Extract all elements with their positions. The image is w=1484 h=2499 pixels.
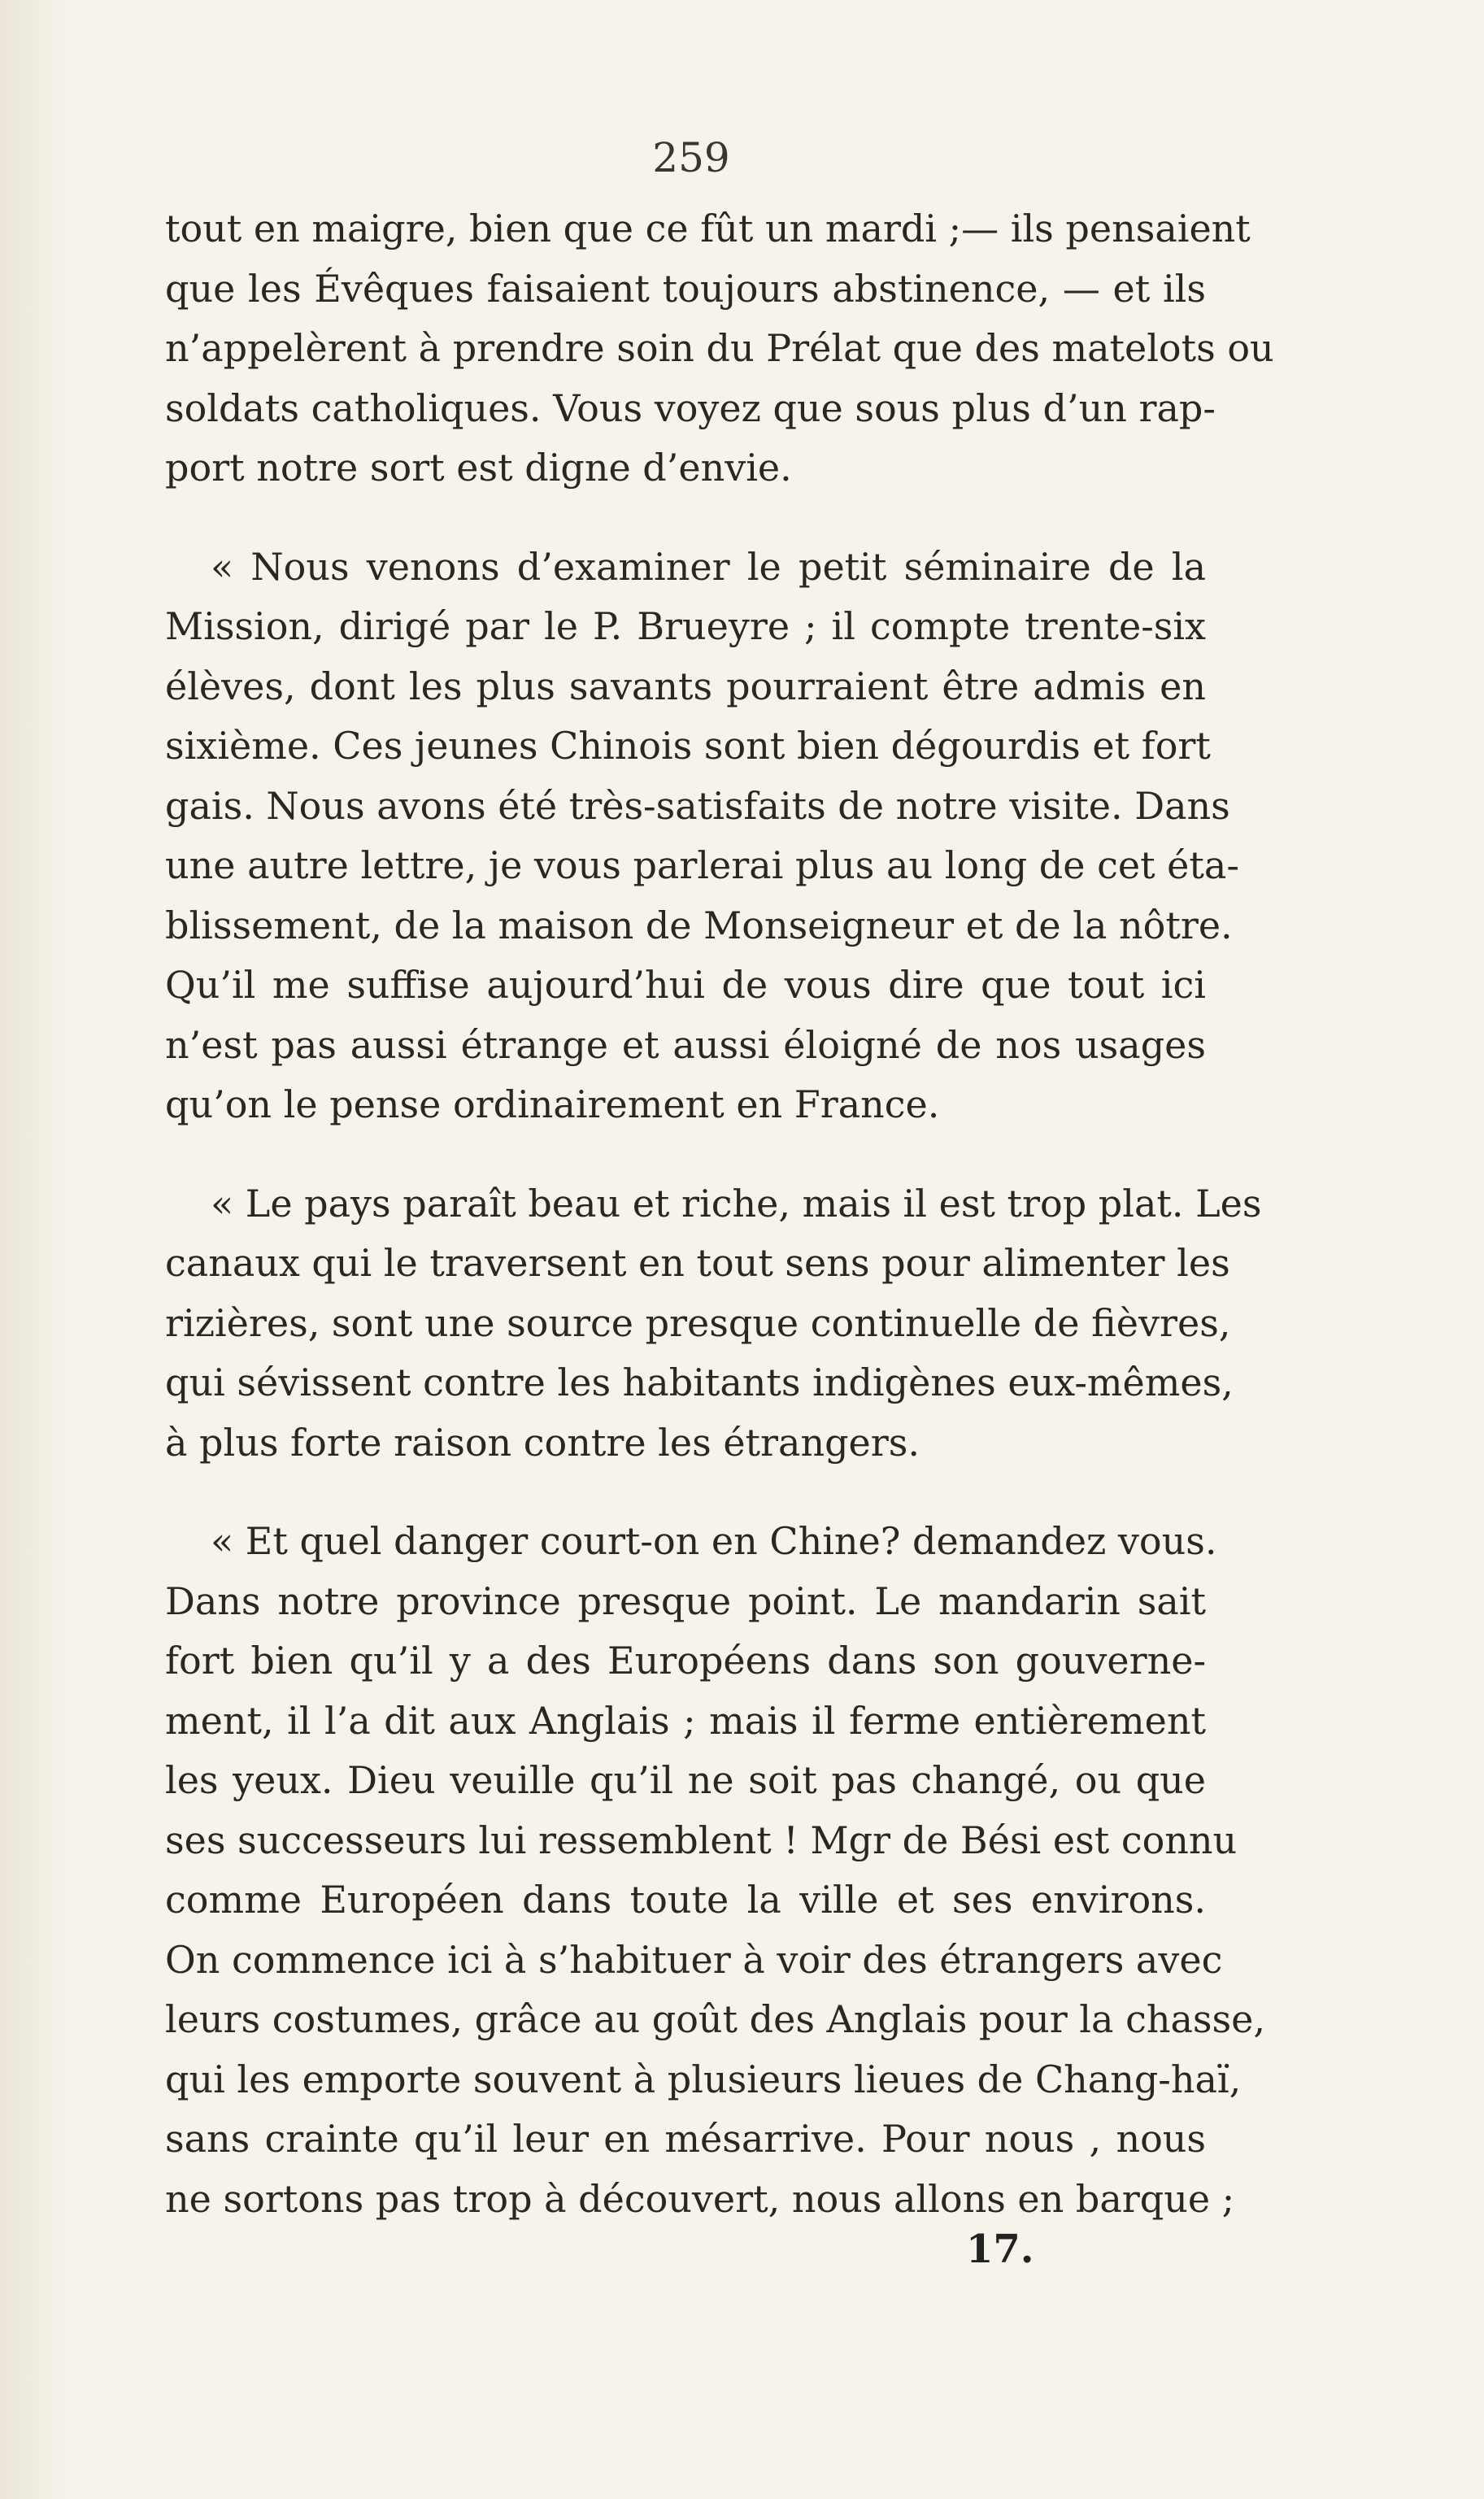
text-line: Mission, dirigé par le P. Brueyre ; il compte trente-six <box>165 604 1206 648</box>
text-line: fort bien qu’il y a des Européens dans son gouverne- <box>165 1639 1206 1683</box>
text-line: soldats catholiques. Vous voyez que sous plus d’un rap- <box>165 385 1216 430</box>
text-line: rizières, sont une source presque continuelle de fièvres, <box>165 1300 1231 1345</box>
text-line: qui les emporte souvent à plusieurs lieues de Chang-haï, <box>165 2057 1242 2101</box>
paragraph <box>165 199 1274 498</box>
text-line: qui sévissent contre les habitants indigènes eux-mêmes, <box>165 1361 1234 1404</box>
text-line: que les Évêques faisaient toujours abstinence, — et ils <box>165 266 1206 311</box>
text-line: port notre sort est digne d’envie. <box>165 446 792 490</box>
text-line: n’appelèrent à prendre soin du Prélat que des matelots ou <box>165 326 1274 370</box>
text-line: blissement, de la maison de Monseigneur et de la nôtre. <box>165 903 1233 947</box>
text-line: « Et quel danger court-on en Chine? demandez vous. <box>211 1519 1217 1563</box>
text-line: canaux qui le traversent en tout sens pour alimenter les <box>165 1241 1230 1285</box>
text-line: On commence ici à s’habituer à voir des étrangers avec <box>165 1937 1223 1982</box>
page-body <box>165 199 1274 2229</box>
text-line: comme Européen dans toute la ville et ses environs. <box>165 1878 1206 1922</box>
text-line: qu’on le pense ordinairement en France. <box>165 1082 940 1126</box>
paragraph <box>165 538 1239 1135</box>
paragraph <box>165 1512 1265 2229</box>
text-line: tout en maigre, bien que ce fût un mardi ;— ils pensaient <box>165 207 1251 250</box>
signature-mark: 17. <box>966 2227 1034 2272</box>
paragraph <box>165 1174 1262 1474</box>
text-line: ment, il l’a dit aux Anglais ; mais il ferme entièrement <box>165 1698 1206 1743</box>
text-line: les yeux. Dieu veuille qu’il ne soit pas changé, ou que <box>165 1758 1206 1802</box>
text-line: à plus forte raison contre les étrangers. <box>165 1420 920 1465</box>
text-line: élèves, dont les plus savants pourraient être admis en <box>165 664 1206 708</box>
text-line: leurs costumes, grâce au goût des Anglais pour la chasse, <box>165 1997 1265 2041</box>
text-line: Dans notre province presque point. Le mandarin sait <box>165 1578 1206 1623</box>
text-line: « Nous venons d’examiner le petit séminaire de la <box>211 544 1206 589</box>
text-line: n’est pas aussi étrange et aussi éloigné de nos usages <box>165 1022 1206 1067</box>
text-line: ses successeurs lui ressemblent ! Mgr de Bési est connu <box>165 1818 1238 1862</box>
page-gutter-shadow <box>0 0 73 2499</box>
page-number: 259 <box>652 134 730 181</box>
text-line: « Le pays paraît beau et riche, mais il est trop plat. Les <box>211 1181 1262 1226</box>
text-line: une autre lettre, je vous parlerai plus au long de cet éta- <box>165 843 1239 887</box>
text-line: Qu’il me suffise aujourd’hui de vous dire que tout ici <box>165 963 1206 1007</box>
text-line: sans crainte qu’il leur en mésarrive. Pour nous , nous <box>165 2117 1206 2161</box>
text-line: gais. Nous avons été très-satisfaits de notre visite. Dans <box>165 783 1230 828</box>
text-line: sixième. Ces jeunes Chinois sont bien dégourdis et fort <box>165 724 1211 768</box>
text-line: ne sortons pas trop à découvert, nous allons en barque ; <box>165 2176 1235 2221</box>
